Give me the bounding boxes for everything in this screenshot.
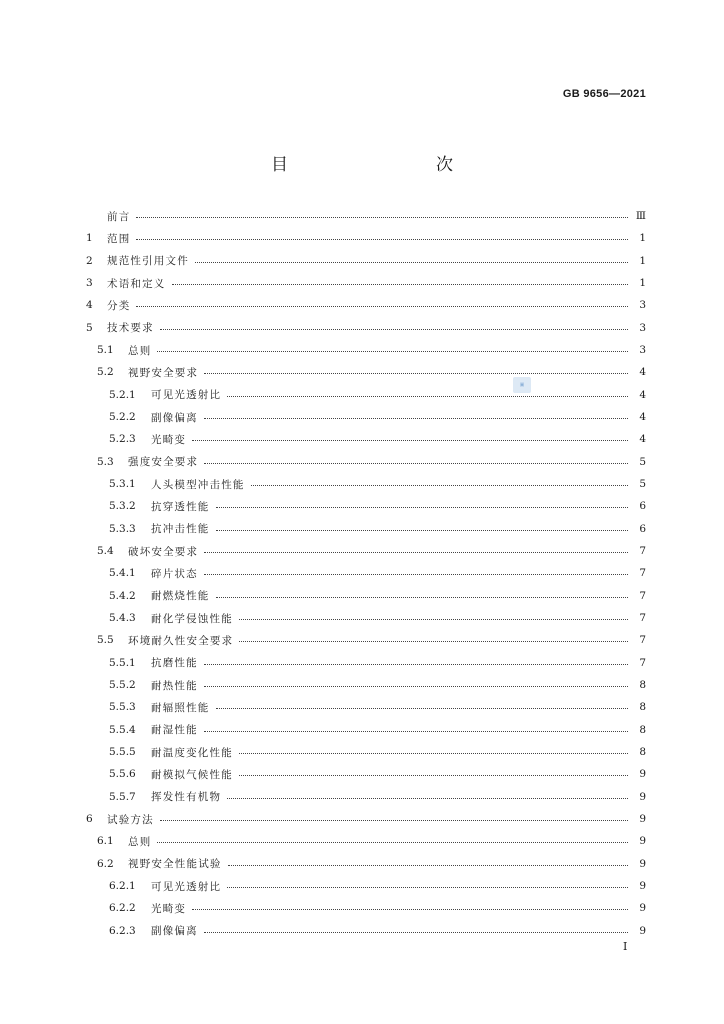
toc-entry-page: 9 [639, 835, 646, 848]
toc-entry-page: Ⅲ [635, 210, 646, 223]
toc-entry-label: 耐辐照性能 [151, 701, 210, 714]
toc-entry-number: 6.2 [97, 857, 114, 870]
toc-entry[interactable] [86, 205, 646, 227]
toc-entry[interactable] [86, 763, 646, 785]
toc-entry-number: 5.3.3 [109, 522, 136, 535]
toc-entry-page: 1 [639, 277, 646, 290]
toc-entry[interactable] [86, 540, 646, 562]
toc-entry-label: 副像偏离 [151, 411, 198, 424]
toc-leader-dots [204, 573, 628, 575]
toc-entry-label: 挥发性有机物 [151, 791, 222, 804]
toc-entry-label: 环境耐久性安全要求 [128, 634, 234, 647]
toc-entry-number: 5.3 [97, 455, 114, 468]
toc-entry-number: 5.5.5 [109, 746, 136, 759]
toc-leader-dots [239, 774, 628, 776]
page-title: 目 次 [271, 155, 491, 175]
toc-entry-number: 6.2.3 [109, 924, 136, 937]
toc-entry[interactable] [86, 897, 646, 919]
toc-entry-page: 9 [639, 813, 646, 826]
toc-leader-dots [216, 529, 629, 531]
toc-entry-number: 5.5.4 [109, 723, 136, 736]
toc-entry-label: 总则 [128, 344, 152, 357]
toc-entry[interactable] [86, 317, 646, 339]
toc-entry-label: 技术要求 [107, 322, 154, 335]
toc-leader-dots [216, 506, 629, 508]
toc-entry-page: 1 [639, 254, 646, 267]
toc-entry-page: 7 [639, 589, 646, 602]
toc-entry[interactable] [86, 406, 646, 428]
toc-entry-page: 9 [639, 857, 646, 870]
toc-entry-label: 术语和定义 [107, 277, 166, 290]
toc-entry-number: 5 [86, 321, 93, 334]
toc-entry[interactable] [86, 808, 646, 830]
toc-leader-dots [204, 685, 628, 687]
toc-entry-page: 7 [639, 634, 646, 647]
toc-entry-label: 总则 [128, 835, 152, 848]
toc-entry[interactable] [86, 339, 646, 361]
toc-entry-page: 4 [639, 433, 646, 446]
toc-entry[interactable] [86, 562, 646, 584]
toc-entry-label: 副像偏离 [151, 925, 198, 938]
toc-leader-dots [136, 238, 628, 240]
toc-entry[interactable] [86, 294, 646, 316]
toc-entry-label: 视野安全性能试验 [128, 858, 222, 871]
toc-entry[interactable] [86, 719, 646, 741]
toc-entry-label: 耐化学侵蚀性能 [151, 612, 233, 625]
toc-entry-label: 可见光透射比 [151, 880, 222, 893]
toc-entry-number: 5.3.1 [109, 478, 136, 491]
toc-entry-page: 4 [639, 366, 646, 379]
toc-entry-number: 5.1 [97, 344, 114, 357]
toc-leader-dots [204, 372, 628, 374]
toc-entry-label: 光畸变 [151, 902, 187, 915]
toc-entry-label: 分类 [107, 299, 131, 312]
toc-entry-page: 9 [639, 768, 646, 781]
toc-leader-dots [157, 841, 628, 843]
toc-entry-page: 6 [639, 500, 646, 513]
toc-entry-label: 耐湿性能 [151, 724, 198, 737]
toc-entry-page: 7 [639, 545, 646, 558]
toc-entry-page: 3 [639, 299, 646, 312]
toc-leader-dots [204, 551, 628, 553]
toc-entry-label: 破坏安全要求 [128, 545, 199, 558]
toc-entry[interactable] [86, 428, 646, 450]
toc-entry-page: 7 [639, 656, 646, 669]
toc-entry-number: 3 [86, 277, 93, 290]
toc-entry-number: 4 [86, 299, 93, 312]
toc-entry-page: 5 [639, 455, 646, 468]
toc-entry-label: 耐温度变化性能 [151, 746, 233, 759]
toc-entry[interactable] [86, 674, 646, 696]
toc-leader-dots [136, 305, 628, 307]
toc-entry-number: 5.2 [97, 366, 114, 379]
toc-entry[interactable] [86, 451, 646, 473]
toc-leader-dots [239, 752, 628, 754]
toc-entry-label: 抗穿透性能 [151, 500, 210, 513]
toc-entry[interactable] [86, 272, 646, 294]
toc-entry[interactable] [86, 227, 646, 249]
toc-leader-dots [160, 328, 628, 330]
toc-entry-number: 5.5.3 [109, 701, 136, 714]
toc-entry-number: 6.2.2 [109, 902, 136, 915]
toc-entry-page: 1 [639, 232, 646, 245]
toc-entry-page: 8 [639, 746, 646, 759]
toc-entry-number: 5.4 [97, 545, 114, 558]
toc-entry-number: 5.5 [97, 634, 114, 647]
toc-entry-page: 7 [639, 612, 646, 625]
toc-entry-number: 5.5.2 [109, 679, 136, 692]
toc-entry-label: 耐热性能 [151, 679, 198, 692]
toc-entry-number: 5.5.7 [109, 790, 136, 803]
toc-entry-label: 可见光透射比 [151, 389, 222, 402]
toc-entry-number: 5.4.2 [109, 589, 136, 602]
toc-entry[interactable] [86, 518, 646, 540]
toc-leader-dots [136, 216, 628, 218]
toc-entry[interactable] [86, 473, 646, 495]
toc-entry[interactable] [86, 585, 646, 607]
toc-entry-label: 碎片状态 [151, 567, 198, 580]
toc-entry-label: 人头模型冲击性能 [151, 478, 245, 491]
toc-entry-page: 3 [639, 321, 646, 334]
toc-entry[interactable] [86, 361, 646, 383]
toc-entry[interactable] [86, 853, 646, 875]
toc-entry-number: 5.2.2 [109, 411, 136, 424]
toc-entry-page: 9 [639, 902, 646, 915]
toc-leader-dots [160, 819, 628, 821]
toc-entry-label: 光畸变 [151, 433, 187, 446]
toc-entry[interactable] [86, 607, 646, 629]
toc-entry-page: 9 [639, 924, 646, 937]
toc-entry[interactable] [86, 629, 646, 651]
toc-entry-number: 5.5.1 [109, 656, 136, 669]
toc-entry-number: 5.2.1 [109, 388, 136, 401]
toc-entry-page: 8 [639, 723, 646, 736]
toc-leader-dots [192, 439, 628, 441]
toc-entry-page: 5 [639, 478, 646, 491]
toc-entry[interactable] [86, 741, 646, 763]
toc-leader-dots [157, 350, 628, 352]
toc-entry-label: 范围 [107, 232, 131, 245]
toc-entry-page: 9 [639, 790, 646, 803]
toc-entry-label: 前言 [107, 210, 131, 223]
toc-entry[interactable] [86, 830, 646, 852]
toc-entry[interactable] [86, 384, 646, 406]
toc-leader-dots [204, 663, 628, 665]
standard-number: GB 9656—2021 [562, 88, 646, 100]
toc-entry-label: 抗冲击性能 [151, 523, 210, 536]
watermark-stamp-icon: ▣ [513, 377, 531, 393]
toc-entry[interactable] [86, 875, 646, 897]
toc-entry-number: 6.2.1 [109, 880, 136, 892]
toc-entry-page: 8 [639, 701, 646, 714]
toc-entry-page: 4 [639, 388, 646, 401]
toc-entry[interactable] [86, 696, 646, 718]
table-of-contents [86, 205, 646, 942]
toc-entry-number: 2 [86, 254, 93, 267]
toc-leader-dots [216, 596, 629, 598]
toc-entry-number: 5.5.6 [109, 768, 136, 781]
toc-entry-page: 8 [639, 679, 646, 692]
toc-entry-label: 强度安全要求 [128, 456, 199, 469]
toc-entry-label: 耐模拟气候性能 [151, 768, 233, 781]
toc-leader-dots [204, 730, 628, 732]
toc-entry-label: 视野安全要求 [128, 366, 199, 379]
toc-leader-dots [204, 417, 628, 419]
toc-leader-dots [192, 908, 628, 910]
toc-entry-page: 6 [639, 522, 646, 535]
toc-leader-dots [204, 931, 628, 933]
toc-leader-dots [172, 283, 629, 285]
toc-entry-page: 9 [639, 880, 646, 892]
toc-leader-dots [239, 618, 628, 620]
toc-entry-number: 5.3.2 [109, 500, 136, 513]
toc-leader-dots [204, 462, 628, 464]
toc-leader-dots [227, 886, 628, 888]
toc-entry[interactable] [86, 786, 646, 808]
toc-entry-number: 5.4.3 [109, 612, 136, 625]
toc-entry-page: 7 [639, 567, 646, 580]
toc-entry-page: 4 [639, 411, 646, 424]
toc-leader-dots [216, 707, 629, 709]
toc-entry[interactable] [86, 250, 646, 272]
toc-leader-dots [227, 797, 628, 799]
toc-entry-label: 耐燃烧性能 [151, 590, 210, 603]
toc-entry-number: 5.4.1 [109, 567, 136, 580]
toc-leader-dots [228, 864, 628, 866]
page-number: I [623, 940, 628, 953]
toc-entry[interactable] [86, 495, 646, 517]
toc-entry[interactable] [86, 652, 646, 674]
toc-entry-number: 5.2.3 [109, 433, 136, 446]
toc-entry-number: 6 [86, 813, 93, 826]
toc-leader-dots [251, 484, 628, 486]
toc-entry-label: 抗磨性能 [151, 657, 198, 670]
toc-entry-label: 规范性引用文件 [107, 255, 189, 268]
toc-leader-dots [195, 261, 628, 263]
toc-leader-dots [227, 395, 628, 397]
toc-leader-dots [239, 640, 628, 642]
toc-entry-number: 1 [86, 232, 93, 245]
toc-entry-number: 6.1 [97, 835, 114, 848]
toc-entry[interactable] [86, 920, 646, 942]
toc-entry-label: 试验方法 [107, 813, 154, 826]
toc-entry-page: 3 [639, 344, 646, 357]
